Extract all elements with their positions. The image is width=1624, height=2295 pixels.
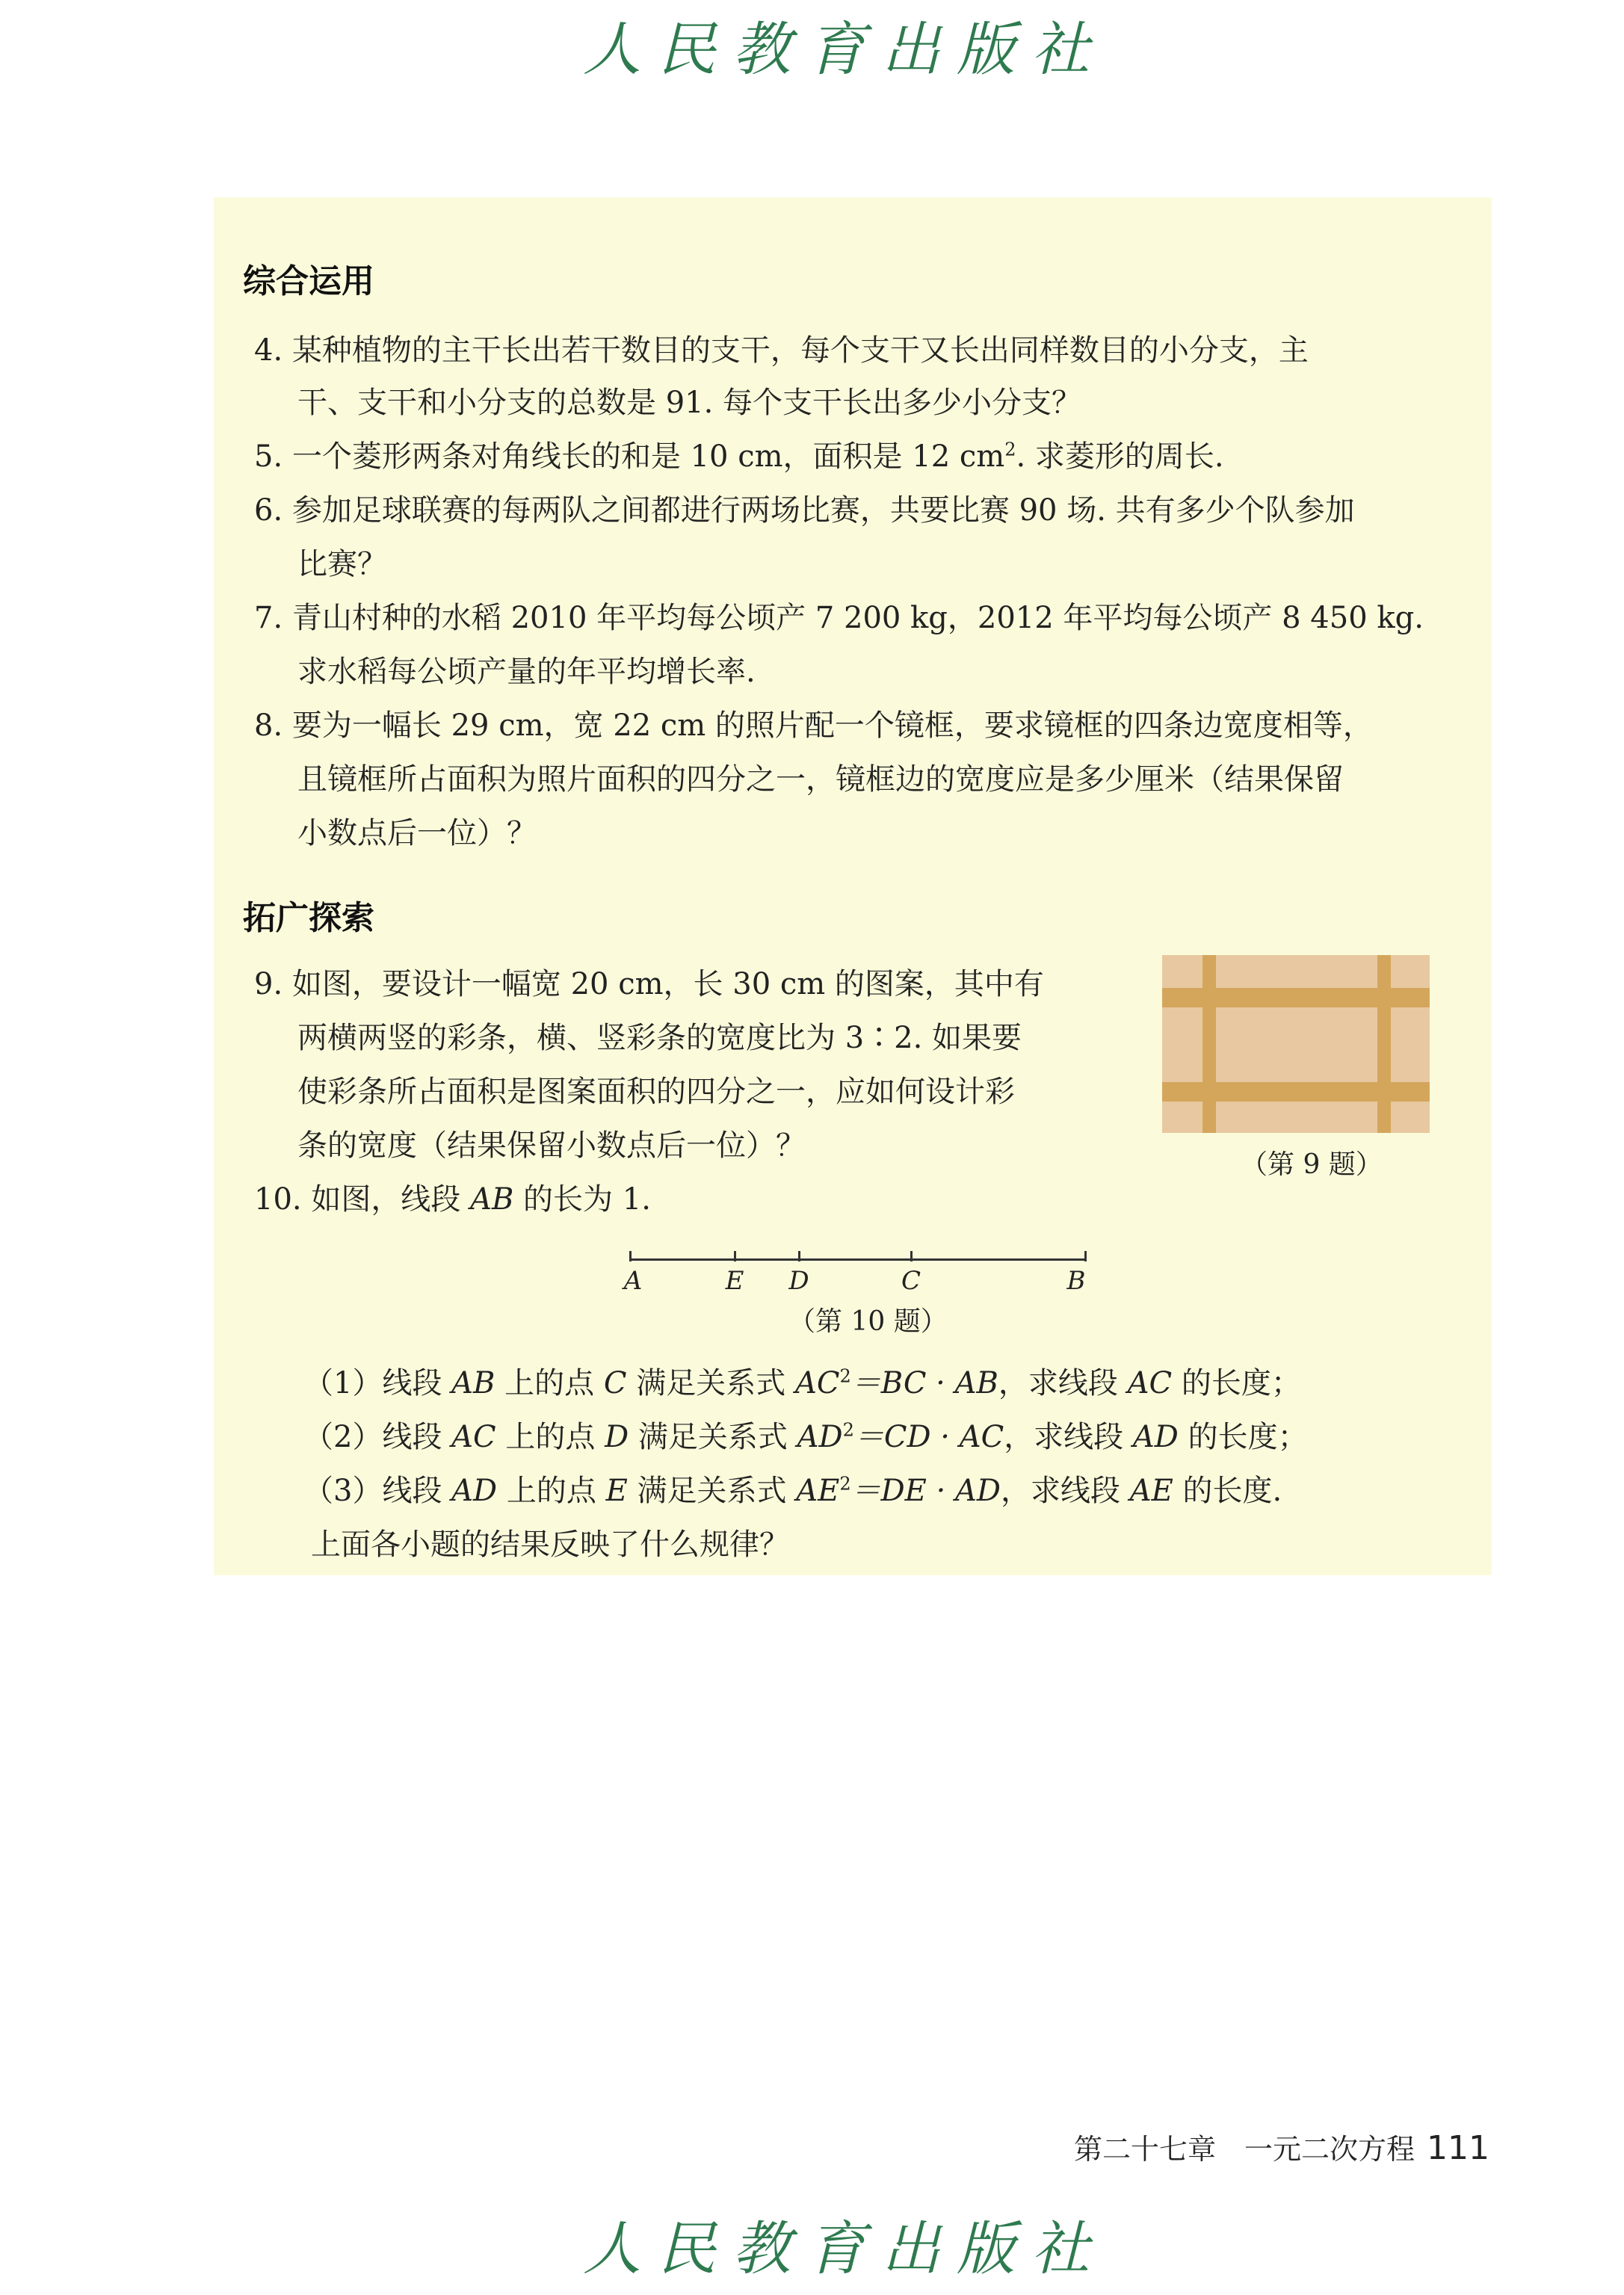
figure-10-segment bbox=[623, 1245, 1087, 1296]
text: 的长度. bbox=[1173, 1474, 1282, 1508]
point-label-b: B bbox=[1066, 1266, 1086, 1296]
variable: D bbox=[605, 1420, 629, 1454]
variable: E bbox=[605, 1474, 628, 1508]
problem-text: 如图，线段 bbox=[311, 1182, 471, 1217]
problem-number: 4. bbox=[254, 333, 283, 368]
equation: ＝DE · AD bbox=[850, 1474, 1001, 1508]
problem-number: 7. bbox=[254, 601, 283, 635]
section-title-extension: 拓广探索 bbox=[243, 899, 374, 937]
figure-9-caption: （第 9 题） bbox=[1241, 1149, 1383, 1180]
problem-text: 青山村种的水稻 2010 年平均每公顷产 7 200 kg，2012 年平均每公顷产 8 450 kg. bbox=[291, 601, 1424, 635]
problem-4 bbox=[254, 332, 1309, 369]
superscript: 2 bbox=[1004, 439, 1016, 460]
text: 线段 bbox=[382, 1366, 452, 1400]
page-footer bbox=[1074, 2126, 1489, 2167]
problem-text: 的长为 1. bbox=[513, 1182, 651, 1217]
problem-6 bbox=[254, 492, 1355, 529]
variable: AD bbox=[451, 1474, 498, 1508]
text: 上的点 bbox=[495, 1366, 604, 1400]
problem-text: 如图，要设计一幅宽 20 cm，长 30 cm 的图案，其中有 bbox=[291, 967, 1044, 1001]
variable: AB bbox=[451, 1366, 495, 1400]
problem-6-line2: 比赛？ bbox=[297, 547, 387, 581]
text: 满足关系式 bbox=[626, 1366, 795, 1400]
problem-text: 参加足球联赛的每两队之间都进行两场比赛，共要比赛 90 场. 共有多少个队参加 bbox=[291, 493, 1355, 528]
publisher-logo-bottom: 人民教育出版社 bbox=[583, 2216, 1107, 2283]
problem-number: 6. bbox=[254, 493, 283, 528]
problem-number: 9. bbox=[254, 967, 283, 1001]
problem-9-line4: 条的宽度（结果保留小数点后一位）？ bbox=[297, 1128, 806, 1163]
variable: AD bbox=[797, 1420, 843, 1454]
text: ，求线段 bbox=[1004, 1420, 1133, 1454]
chapter-title: 第二十七章 一元二次方程 bbox=[1074, 2133, 1415, 2166]
problem-number: 10. bbox=[254, 1182, 302, 1217]
subproblem-3 bbox=[303, 1472, 1282, 1510]
superscript: 2 bbox=[839, 1365, 851, 1387]
variable: AC bbox=[1127, 1366, 1173, 1400]
text: 满足关系式 bbox=[627, 1474, 797, 1508]
variable: AC bbox=[451, 1420, 496, 1454]
variable: AE bbox=[796, 1474, 840, 1508]
problem-9-line2: 两横两竖的彩条，横、竖彩条的宽度比为 3∶2. 如果要 bbox=[297, 1021, 1022, 1055]
problem-7-line2: 求水稻每公顷产量的年平均增长率. bbox=[297, 655, 756, 689]
problem-8-line2: 且镜框所占面积为照片面积的四分之一，镜框边的宽度应是多少厘米（结果保留 bbox=[297, 762, 1344, 797]
variable: AD bbox=[1132, 1420, 1179, 1454]
problem-7 bbox=[254, 599, 1424, 637]
text: 的长度； bbox=[1178, 1420, 1308, 1454]
point-tick-b bbox=[1084, 1251, 1087, 1261]
problem-10-closing: 上面各小题的结果反映了什么规律？ bbox=[311, 1528, 789, 1562]
subproblem-number: （2） bbox=[303, 1420, 383, 1454]
point-label-a: A bbox=[623, 1266, 643, 1296]
problem-number: 5. bbox=[254, 439, 283, 474]
section-title-comprehensive: 综合运用 bbox=[243, 262, 374, 300]
superscript: 2 bbox=[839, 1473, 851, 1495]
problem-text: 要为一幅长 29 cm，宽 22 cm 的照片配一个镜框，要求镜框的四条边宽度相等， bbox=[291, 708, 1373, 743]
problem-9-line3: 使彩条所占面积是图案面积的四分之一，应如何设计彩 bbox=[297, 1075, 1015, 1109]
segment-line bbox=[629, 1258, 1087, 1261]
figure-9-pattern bbox=[1162, 955, 1430, 1133]
equation: ＝CD · AC bbox=[853, 1420, 1004, 1454]
point-tick-e bbox=[734, 1251, 736, 1261]
variable: AC bbox=[794, 1366, 840, 1400]
subproblem-1 bbox=[303, 1365, 1301, 1402]
problem-text: 一个菱形两条对角线长的和是 10 cm，面积是 12 cm bbox=[291, 439, 1005, 474]
vertical-stripe bbox=[1377, 955, 1391, 1133]
problem-5 bbox=[254, 438, 1224, 475]
point-tick-c bbox=[910, 1251, 913, 1261]
text: 上的点 bbox=[495, 1420, 605, 1454]
problem-text-end: . 求菱形的周长. bbox=[1016, 439, 1224, 474]
text: ，求线段 bbox=[998, 1366, 1128, 1400]
publisher-logo-top: 人民教育出版社 bbox=[583, 16, 1107, 84]
page-number: 111 bbox=[1427, 2129, 1489, 2167]
problem-8 bbox=[254, 707, 1373, 744]
text: ，求线段 bbox=[1000, 1474, 1130, 1508]
point-tick-d bbox=[798, 1251, 800, 1261]
vertical-stripe bbox=[1202, 955, 1216, 1133]
problem-number: 8. bbox=[254, 708, 283, 743]
text: 的长度； bbox=[1172, 1366, 1301, 1400]
equation: ＝BC · AB bbox=[850, 1366, 998, 1400]
subproblem-number: （3） bbox=[303, 1474, 383, 1508]
variable: AB bbox=[470, 1182, 514, 1217]
problem-text: 某种植物的主干长出若干数目的支干，每个支干又长出同样数目的小分支，主 bbox=[291, 333, 1309, 368]
subproblem-2 bbox=[303, 1418, 1308, 1456]
problem-10 bbox=[254, 1181, 651, 1218]
figure-10-caption: （第 10 题） bbox=[788, 1306, 948, 1337]
text: 满足关系式 bbox=[629, 1420, 797, 1454]
point-label-c: C bbox=[901, 1266, 921, 1296]
problem-8-line3: 小数点后一位）？ bbox=[297, 816, 537, 850]
text: 线段 bbox=[382, 1420, 452, 1454]
point-label-e: E bbox=[725, 1266, 744, 1296]
subproblem-number: （1） bbox=[303, 1366, 383, 1400]
variable: AE bbox=[1129, 1474, 1173, 1508]
text: 上的点 bbox=[497, 1474, 606, 1508]
variable: C bbox=[603, 1366, 627, 1400]
point-tick-a bbox=[629, 1251, 632, 1261]
problem-4-line2: 干、支干和小分支的总数是 91. 每个支干长出多少小分支？ bbox=[297, 386, 1082, 420]
text: 线段 bbox=[382, 1474, 452, 1508]
superscript: 2 bbox=[842, 1419, 854, 1441]
problem-9 bbox=[254, 966, 1044, 1003]
point-label-d: D bbox=[788, 1266, 809, 1296]
